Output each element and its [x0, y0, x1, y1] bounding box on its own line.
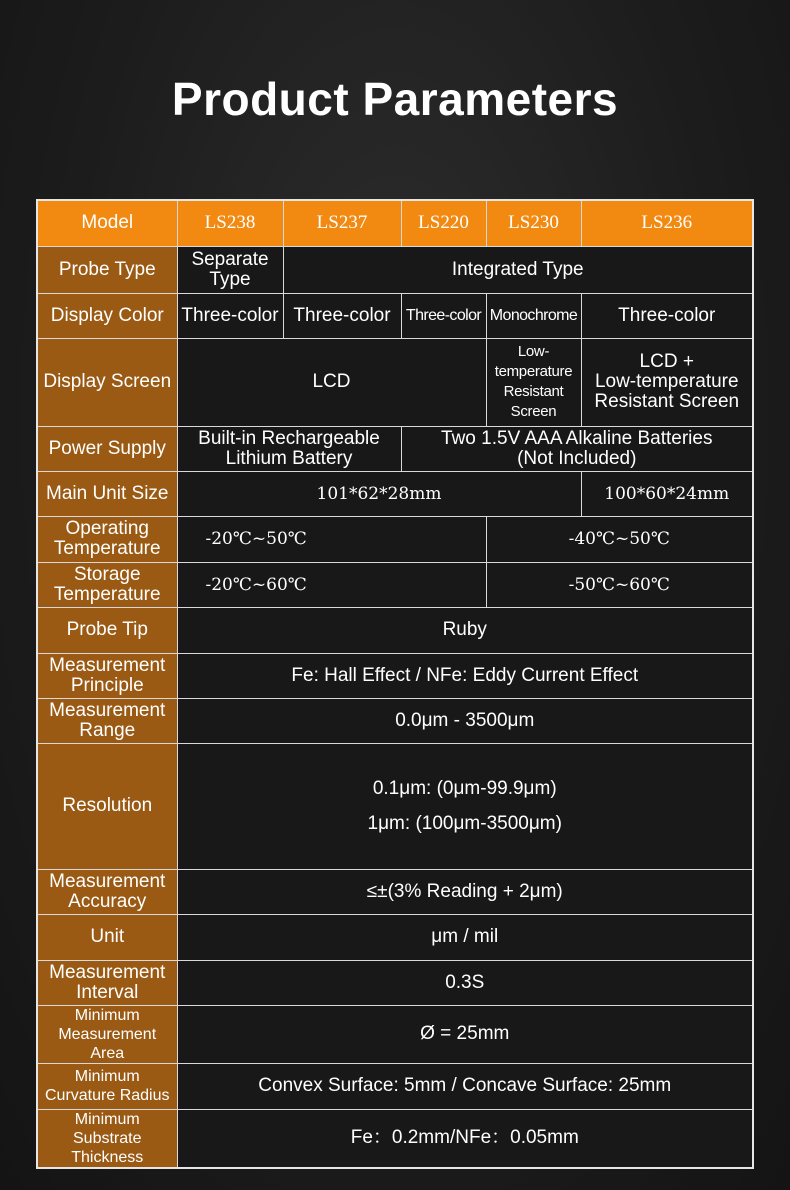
minimum-measurement-area-value: Ø = 25mm	[177, 1005, 753, 1063]
row-unit	[37, 914, 753, 960]
minimum-substrate-thickness-label: Minimum Substrate Thickness	[37, 1109, 177, 1168]
display-color-label: Display Color	[37, 293, 177, 338]
display-screen-ls230: Low- temperature Resistant Screen	[486, 338, 581, 426]
power-supply-rechargeable: Built-in Rechargeable Lithium Battery	[177, 426, 401, 471]
main-unit-size-b: 100*60*24mm	[581, 471, 753, 516]
operating-temperature-label: Operating Temperature	[37, 516, 177, 562]
model-ls230: LS230	[486, 200, 581, 246]
storage-temperature-b: -50℃~60℃	[486, 562, 753, 607]
header-row	[37, 200, 753, 246]
row-measurement-principle	[37, 653, 753, 698]
row-display-screen	[37, 338, 753, 426]
measurement-accuracy-label: Measurement Accuracy	[37, 869, 177, 914]
unit-value: μm / mil	[177, 914, 753, 960]
power-supply-batteries: Two 1.5V AAA Alkaline Batteries (Not Included)	[401, 426, 753, 471]
resolution-line-1: 0.1μm: (0μm-99.9μm)	[372, 778, 557, 799]
model-ls220: LS220	[401, 200, 486, 246]
minimum-curvature-radius-value: Convex Surface: 5mm / Concave Surface: 25mm	[177, 1063, 753, 1109]
probe-tip-value: Ruby	[177, 607, 753, 653]
row-main-unit-size	[37, 471, 753, 516]
row-power-supply	[37, 426, 753, 471]
resolution-line-2: 1μm: (100μm-3500μm)	[367, 813, 562, 834]
storage-temperature-label: Storage Temperature	[37, 562, 177, 607]
row-probe-tip	[37, 607, 753, 653]
unit-label: Unit	[37, 914, 177, 960]
main-unit-size-a: 101*62*28mm	[177, 471, 581, 516]
display-color-ls236: Three-color	[581, 293, 753, 338]
resolution-value	[177, 743, 753, 869]
measurement-range-label: Measurement Range	[37, 698, 177, 743]
row-display-color	[37, 293, 753, 338]
row-minimum-substrate-thickness	[37, 1109, 753, 1168]
row-measurement-range	[37, 698, 753, 743]
page-title: Product Parameters	[171, 73, 619, 125]
measurement-interval-value: 0.3S	[177, 960, 753, 1005]
probe-type-integrated: Integrated Type	[283, 246, 753, 293]
row-resolution	[37, 743, 753, 869]
parameters-table	[36, 199, 754, 1169]
operating-temperature-a: -20℃~50℃	[177, 516, 486, 562]
row-minimum-measurement-area	[37, 1005, 753, 1063]
display-screen-ls236: LCD + Low-temperature Resistant Screen	[581, 338, 753, 426]
model-ls238: LS238	[177, 200, 283, 246]
display-color-ls237: Three-color	[283, 293, 401, 338]
row-measurement-interval	[37, 960, 753, 1005]
probe-type-ls238: Separate Type	[177, 246, 283, 293]
display-screen-label: Display Screen	[37, 338, 177, 426]
row-operating-temperature	[37, 516, 753, 562]
display-color-ls238: Three-color	[177, 293, 283, 338]
power-supply-label: Power Supply	[37, 426, 177, 471]
minimum-curvature-radius-label: Minimum Curvature Radius	[37, 1063, 177, 1109]
measurement-interval-label: Measurement Interval	[37, 960, 177, 1005]
measurement-range-value: 0.0μm - 3500μm	[177, 698, 753, 743]
main-unit-size-label: Main Unit Size	[37, 471, 177, 516]
model-ls237: LS237	[283, 200, 401, 246]
display-color-ls230: Monochrome	[486, 293, 581, 338]
storage-temperature-a: -20℃~60℃	[177, 562, 486, 607]
measurement-accuracy-value: ≤±(3% Reading + 2μm)	[177, 869, 753, 914]
display-color-ls220: Three-color	[401, 293, 486, 338]
row-probe-type	[37, 246, 753, 293]
model-header: Model	[37, 200, 177, 246]
measurement-principle-value: Fe: Hall Effect / NFe: Eddy Current Effect	[177, 653, 753, 698]
resolution-label: Resolution	[37, 743, 177, 869]
display-screen-lcd: LCD	[177, 338, 486, 426]
model-ls236: LS236	[581, 200, 753, 246]
operating-temperature-b: -40℃~50℃	[486, 516, 753, 562]
minimum-measurement-area-label: Minimum Measurement Area	[37, 1005, 177, 1063]
probe-tip-label: Probe Tip	[37, 607, 177, 653]
row-minimum-curvature-radius	[37, 1063, 753, 1109]
probe-type-label: Probe Type	[37, 246, 177, 293]
measurement-principle-label: Measurement Principle	[37, 653, 177, 698]
minimum-substrate-thickness-value: Fe：0.2mm/NFe：0.05mm	[177, 1109, 753, 1168]
row-storage-temperature	[37, 562, 753, 607]
row-measurement-accuracy	[37, 869, 753, 914]
